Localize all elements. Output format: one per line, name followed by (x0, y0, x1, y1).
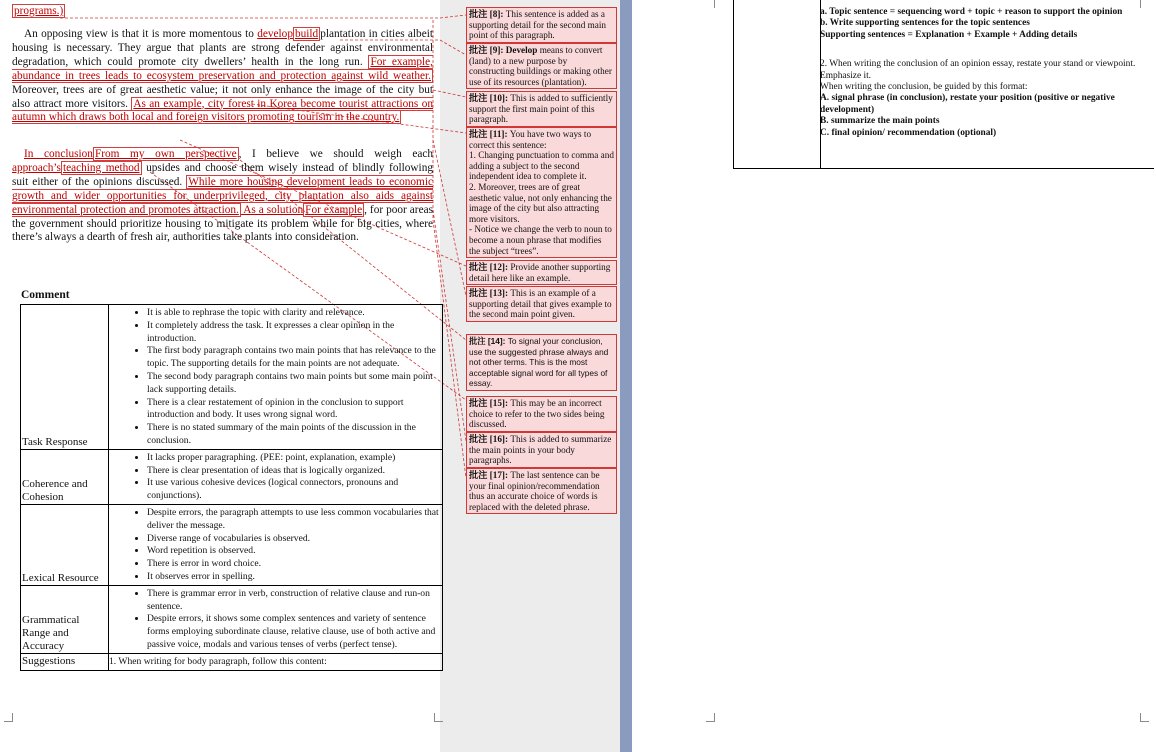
comment-balloon[interactable] (466, 7, 617, 43)
highlight-span: programs.) (14, 5, 64, 17)
deleted-text: For example (305, 203, 363, 216)
text-run: , for poor areas the government should prioritize housing to mitigate its problem while for big cities, where there’s always a dearth of fresh air, authorities take plants into consideration. (12, 203, 433, 244)
comment-line: 2. Moreover, trees are of great aesthetic value, not only enhancing the image of the city but also attracting more visitors. (469, 181, 612, 224)
comment-tag: 批注 [14]: (469, 336, 506, 346)
comment-text: means to convert (land) to a new purpose by constructing buildings or making other use of its resources (plantation). (469, 45, 612, 87)
right-line: 2. When writing the conclusion of an opinion essay, restate your stand or viewpoint. Emphasize it. (820, 59, 1136, 81)
right-line: A. signal phrase (in conclusion), restate your position (positive or negative development) (820, 93, 1115, 115)
comment-text: This sentence is added as a supporting detail for the second main point of this paragraph. (469, 9, 607, 41)
highlight-span: While more housing development leads to economic growth and wider opportunities for underprivileged, city plantation also aids against environmental protection and promotes attraction. (12, 175, 433, 216)
comment-tag: 批注 [16]: (469, 434, 509, 444)
rubric-bullet: • There is a clear restatement of opinion in the conclusion to support introduction and body. It uses wrong signal word. (147, 397, 442, 423)
comment-balloon[interactable] (466, 260, 617, 285)
right-line: b. Write supporting sentences for the topic sentences (820, 18, 1030, 29)
rubric-bullet: • The first body paragraph contains two main points that has relevance to the topic. The supporting details for the main points are not adequate. (147, 345, 442, 371)
comment-balloon[interactable] (466, 127, 617, 258)
paragraph-body-2 (12, 28, 433, 125)
right-page-content (820, 7, 1150, 139)
text-run: plantation in cities albeit housing is necessary. They argue that plants are strong defender against environmental degradation, which could promote city dwellers’ health in the long run. (12, 28, 434, 68)
rubric-cell (109, 504, 443, 585)
inserted-text: As a solution (240, 203, 304, 216)
suggestions-cell: 1. When writing for body paragraph, follow this content: (109, 653, 443, 670)
comment-text: To signal your conclusion, use the suggested phrase always and not other terms. This is the most acceptable signal word for all types of essay. (469, 336, 609, 389)
page-corner-mark (4, 713, 13, 722)
comment-tag: 批注 [9]: (469, 45, 504, 55)
comment-text: Provide another supporting detail here like an example. (469, 262, 611, 283)
right-line: When writing the conclusion, be guided by this format: (820, 82, 1028, 93)
page-corner-mark (1140, 0, 1149, 8)
rubric-cell (109, 305, 443, 450)
rubric-category: Grammatical Range and Accuracy (21, 585, 109, 653)
page-corner-mark (706, 713, 715, 722)
rubric-category: Coherence and Cohesion (21, 449, 109, 504)
page-corner-mark (706, 0, 715, 8)
rubric-bullet: • Diverse range of vocabularies is observed. (147, 533, 442, 546)
comment-text: This is an example of a supporting detail that gives example to the second main point given. (469, 288, 612, 320)
table-row (21, 449, 443, 504)
comment-balloon[interactable] (466, 43, 617, 89)
comment-text: This is added to summarize the main points in your body paragraphs. (469, 434, 612, 466)
comment-line: - Notice we change the verb to noun to become a noun phrase that modifies the subject “trees”. (469, 224, 612, 256)
comment-tag: 批注 [17]: (469, 470, 509, 480)
rubric-category: Suggestions (21, 653, 109, 670)
table-row (21, 305, 443, 450)
rubric-bullet: • It is able to rephrase the topic with clarity and relevance. (147, 307, 442, 320)
paragraph-previous-end (12, 5, 433, 19)
rubric-bullet: • There is error in word choice. (147, 558, 442, 571)
rubric-bullet: • It lacks proper paragraphing. (PEE: point, explanation, example) (147, 452, 442, 465)
highlight-span: For example, abundance in trees leads to ecosystem preservation and protection against wild weather. (12, 55, 434, 82)
comment-text: You have two ways to correct this sentence: (469, 129, 592, 150)
rubric-category: Task Response (21, 305, 109, 450)
rubric-bullet: • There is clear presentation of ideas that is logically organized. (147, 465, 442, 478)
page-corner-mark (1140, 713, 1149, 722)
rubric-bullet: • It observes error in spelling. (147, 571, 442, 584)
comment-bold: Develop (505, 45, 538, 55)
rubric-bullet: • Despite errors, it shows some complex sentences and variety of sentence forms employing subordinate clause, relative clause, use of both active and passive voice, modals and various tenses of verbs (perfect tense). (147, 613, 442, 651)
rubric-table (20, 304, 443, 671)
deleted-text: build (294, 28, 319, 40)
comment-balloon[interactable] (466, 468, 617, 514)
rubric-category: Lexical Resource (21, 504, 109, 585)
highlight-span: As an example, city forest in Korea become tourist attractions on autumn which draws both local and foreign visitors promoting tourism in the country. (12, 97, 433, 124)
comment-tag: 批注 [12]: (469, 262, 509, 272)
text-run: it not only enhance the image of the city but also attract more visitors. (12, 83, 433, 110)
comment-tag: 批注 [8]: (469, 9, 504, 19)
text-run: Moreover, trees are of great aesthetic value; (12, 83, 218, 96)
inserted-text: approach’s (12, 161, 61, 174)
rubric-cell (109, 449, 443, 504)
right-line: B. summarize the main points (820, 116, 940, 127)
rubric-bullet: • There is grammar error in verb, construction of relative clause and run-on sentence. (147, 588, 442, 614)
inserted-text: develop (257, 28, 293, 40)
page-corner-mark (434, 713, 443, 722)
table-row (21, 585, 443, 653)
text-run: An opposing view is that it is more momentous to (24, 28, 258, 40)
comment-tag: 批注 [15]: (469, 398, 509, 408)
comment-tag: 批注 [11]: (469, 129, 508, 139)
comment-text: This is added to sufficiently support the first main point of this paragraph. (469, 93, 613, 125)
text-run: upsides and choose them wisely instead of blindly following suit either of the opinions discussed. (12, 161, 433, 188)
comment-tag: 批注 [10]: (469, 93, 509, 103)
comment-text: This may be an incorrect choice to refer to the two sides being discussed. (469, 398, 605, 430)
rubric-cell (109, 585, 443, 653)
rubric-bullet: • It use various cohesive devices (logical connectors, pronouns and conjunctions). (147, 477, 442, 503)
right-line: Supporting sentences = Explanation + Example + Adding details (820, 29, 1078, 40)
right-line: a. Topic sentence = sequencing word + topic + reason to support the opinion (820, 7, 1123, 17)
deleted-text: teaching method (62, 161, 140, 174)
comment-balloon[interactable] (466, 91, 617, 127)
rubric-bullet: • There is no stated summary of the main points of the discussion in the conclusion. (147, 422, 442, 448)
table-row (21, 653, 443, 670)
comment-section-title: Comment (21, 289, 70, 301)
comment-balloon[interactable] (466, 396, 617, 432)
paragraph-conclusion (12, 148, 433, 245)
rubric-bullet: • Despite errors, the paragraph attempts to use less common vocabularies that deliver the message. (147, 507, 442, 533)
deleted-text: From my own perspective (94, 148, 237, 160)
rubric-bullet: • Word repetition is observed. (147, 545, 442, 558)
text-run: , I believe we should weigh each (238, 148, 434, 160)
comment-balloon[interactable] (466, 432, 617, 468)
comment-line: 1. Changing punctuation to comma and adding a subject to the second independent idea to complete it. (469, 150, 614, 182)
comment-text: The last sentence can be your final opinion/recommendation thus an accurate choice of words is replaced with the deleted phrase. (469, 470, 600, 512)
right-line: C. final opinion/ recommendation (optional) (820, 127, 997, 138)
comment-balloon[interactable] (466, 286, 617, 322)
rubric-bullet: • It completely address the task. It expresses a clear opinion in the introduction. (147, 320, 442, 346)
table-row (21, 504, 443, 585)
comment-balloon[interactable] (466, 334, 617, 391)
comment-tag: 批注 [13]: (469, 288, 509, 298)
rubric-bullet: • The second body paragraph contains two main points but some main point lack supporting details. (147, 371, 442, 397)
inserted-text: In conclusion (24, 148, 93, 160)
